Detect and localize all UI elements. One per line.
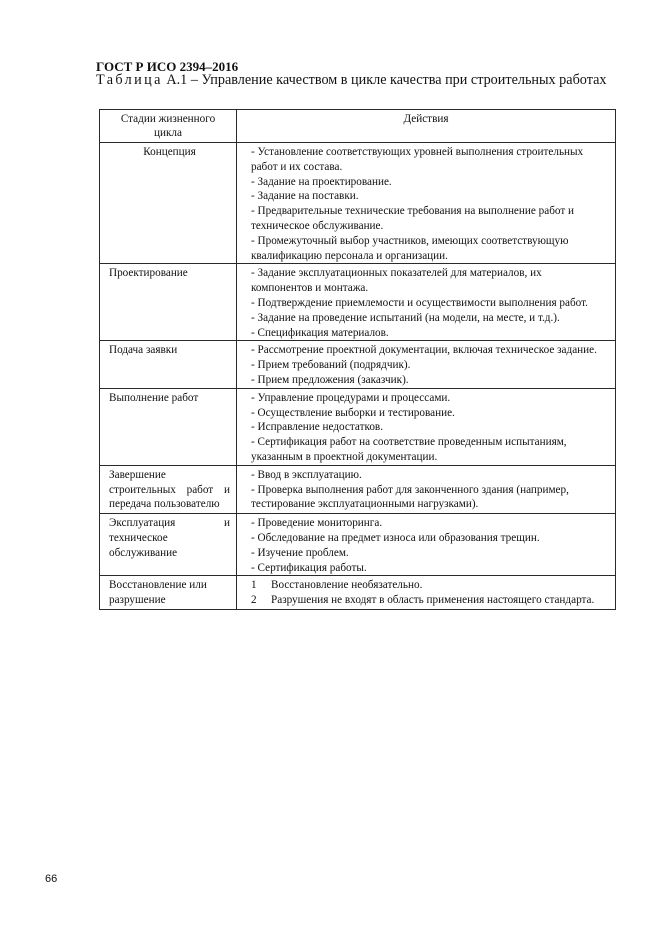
table-row	[100, 143, 616, 264]
action-item: - Задание на проектирование.	[251, 175, 392, 188]
stage-cell: Проектирование	[100, 264, 237, 341]
actions-cell	[237, 514, 616, 576]
action-item: - Задание на проведение испытаний (на модели, на месте, и т.д.).	[251, 311, 560, 324]
actions-cell	[237, 143, 616, 264]
stage-cell: Завершение строительных работ и передача пользователю	[100, 465, 237, 513]
actions-cell	[237, 388, 616, 465]
action-item: - Спецификация материалов.	[251, 326, 389, 339]
action-item: - Промежуточный выбор участников, имеющих соответствующую квалификацию персонала и организации.	[251, 234, 569, 262]
quality-management-table	[99, 109, 616, 610]
table-caption-text: А.1 – Управление качеством в цикле качества при строительных работах	[162, 72, 607, 88]
action-item: - Задание на поставки.	[251, 190, 359, 203]
action-item: - Прием требований (подрядчик).	[251, 359, 411, 372]
stage-cell: Восстановление или разрушение	[100, 576, 237, 610]
stage-cell: Эксплуатация и техническое обслуживание	[100, 514, 237, 576]
action-item: - Сертификация работ на соответствие проведенным испытаниям, указанным в проектной документации.	[251, 436, 567, 463]
column-header-actions: Действия	[237, 110, 616, 143]
action-item: - Сертификация работы.	[251, 561, 367, 574]
actions-cell	[237, 465, 616, 513]
action-item: - Задание эксплуатационных показателей для материалов, их компонентов и монтажа.	[251, 267, 542, 295]
action-item: - Ввод в эксплуатацию.	[251, 468, 362, 481]
table-caption-label: Таблица	[96, 72, 163, 88]
table-row	[100, 388, 616, 465]
action-item: - Проверка выполнения работ для законченного здания (например, тестирование эксплуатационными нагрузками).	[251, 483, 569, 511]
stage-cell: Концепция	[100, 143, 237, 264]
note-number: 1	[251, 579, 257, 592]
action-item: - Проведение мониторинга.	[251, 517, 383, 530]
action-item: - Прием предложения (заказчик).	[251, 373, 409, 386]
action-item: - Обследование на предмет износа или образования трещин.	[251, 531, 540, 544]
stage-cell: Подача заявки	[100, 341, 237, 388]
action-item: - Изучение проблем.	[251, 546, 349, 559]
column-header-stages: Стадии жизненного цикла	[100, 110, 237, 143]
table-row	[100, 576, 616, 610]
table-row	[100, 264, 616, 341]
action-item: - Исправление недостатков.	[251, 421, 383, 434]
table-row	[100, 465, 616, 513]
numbered-note	[251, 593, 605, 608]
numbered-note	[251, 578, 605, 593]
actions-cell	[237, 341, 616, 388]
table-row	[100, 341, 616, 388]
stage-cell: Выполнение работ	[100, 388, 237, 465]
note-number: 2	[251, 594, 257, 607]
action-item: - Подтверждение приемлемости и осуществимости выполнения работ.	[251, 296, 588, 309]
action-item: - Предварительные технические требования на выполнение работ и техническое обслуживание.	[251, 205, 575, 232]
action-item: - Рассмотрение проектной документации, включая техническое задание.	[251, 344, 597, 357]
actions-cell	[237, 576, 616, 610]
document-header: ГОСТ Р ИСО 2394–2016	[96, 59, 239, 74]
table-row	[100, 514, 616, 576]
page-number: 66	[45, 873, 58, 885]
table-caption	[96, 73, 616, 88]
action-item: - Управление процедурами и процессами.	[251, 391, 451, 404]
note-text: Восстановление необязательно.	[271, 579, 423, 592]
actions-cell	[237, 264, 616, 341]
action-item: - Установление соответствующих уровней выполнения строительных работ и их состава.	[251, 146, 584, 173]
note-text: Разрушения не входят в область применения настоящего стандарта.	[271, 594, 595, 607]
table-header-row	[100, 110, 616, 143]
action-item: - Осуществление выборки и тестирование.	[251, 406, 455, 419]
